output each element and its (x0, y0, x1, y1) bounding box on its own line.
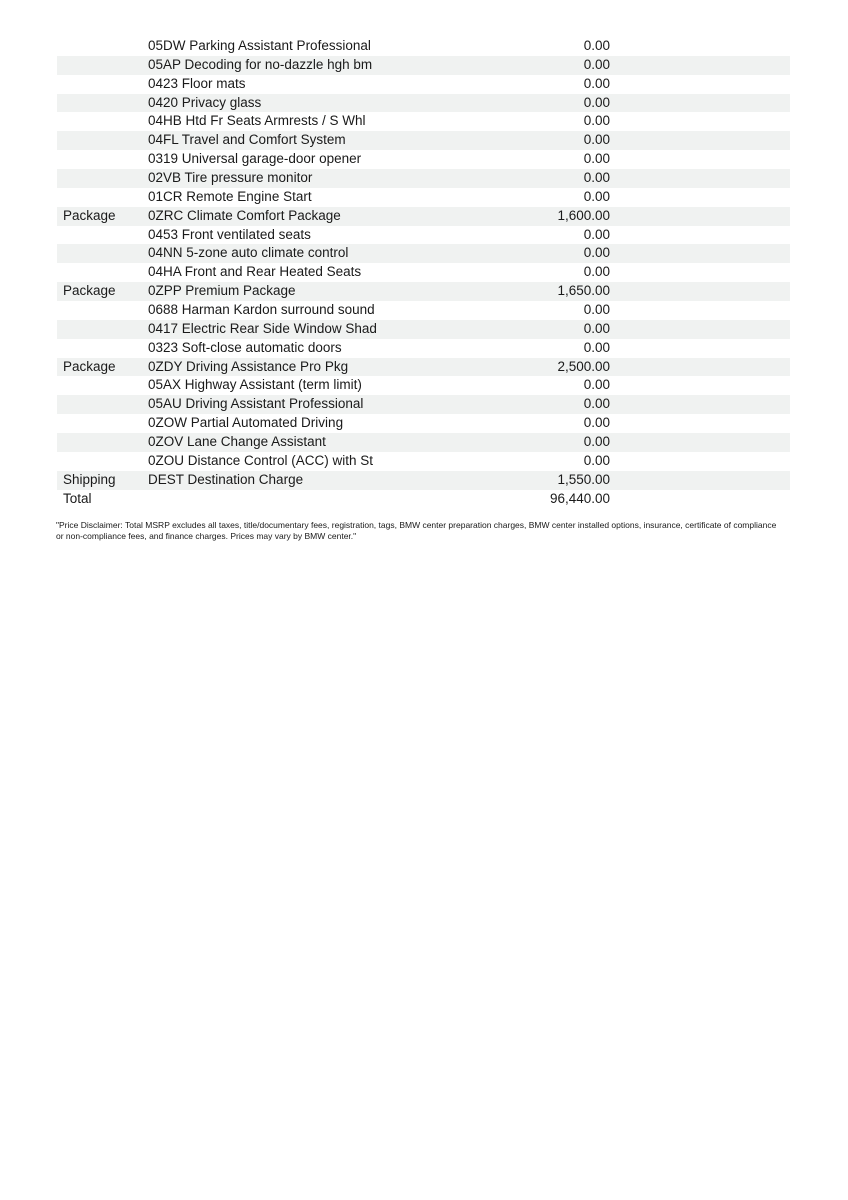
row-price: 0.00 (583, 151, 610, 167)
row-description: 0ZDY Driving Assistance Pro Pkg (148, 358, 349, 374)
row-description: 0ZOV Lane Change Assistant (148, 434, 326, 450)
table-row (57, 131, 790, 150)
table-row (57, 150, 790, 169)
row-type-label (57, 37, 148, 56)
table-row (57, 263, 790, 282)
row-type-label: Package (63, 358, 116, 374)
row-description: 0417 Electric Rear Side Window Shad (148, 320, 377, 336)
table-row (57, 452, 790, 471)
row-type-label (57, 301, 148, 320)
row-type-label: Shipping (63, 471, 116, 487)
table-row (57, 358, 790, 377)
table-row (57, 395, 790, 414)
table-row (57, 188, 790, 207)
table-row (57, 339, 790, 358)
row-price: 0.00 (583, 113, 610, 129)
row-type-label (57, 433, 148, 452)
row-price: 0.00 (583, 56, 610, 72)
row-description: 0688 Harman Kardon surround sound (148, 302, 375, 318)
row-type-label (57, 169, 148, 188)
table-row (57, 56, 790, 75)
row-price: 2,500.00 (557, 358, 610, 374)
row-price: 0.00 (583, 377, 610, 393)
row-type-label (57, 188, 148, 207)
row-description: 0ZOU Distance Control (ACC) with St (148, 452, 374, 468)
row-description: 0453 Front ventilated seats (148, 226, 311, 242)
row-type-label (57, 150, 148, 169)
row-description: 04HA Front and Rear Heated Seats (148, 264, 362, 280)
row-type-label: Package (63, 207, 116, 223)
row-description: 05DW Parking Assistant Professional (148, 38, 371, 53)
row-type-label (57, 263, 148, 282)
row-type-label (57, 75, 148, 94)
row-price: 0.00 (583, 302, 610, 318)
table-row (57, 94, 790, 113)
row-description: 0319 Universal garage-door opener (148, 151, 362, 167)
row-price: 0.00 (583, 245, 610, 261)
table-row (57, 320, 790, 339)
price-disclaimer-text: "Price Disclaimer: Total MSRP excludes all taxes, title/documentary fees, registration, tags, BMW center preparation charges, BMW center installed options, insurance, certificate of compliance or non-compliance fees, and finance charges. Prices may vary by BMW center." (56, 520, 777, 541)
row-description (148, 490, 430, 509)
row-type-label (57, 56, 148, 75)
row-price: 0.00 (583, 415, 610, 431)
row-price: 0.00 (583, 339, 610, 355)
table-row (57, 414, 790, 433)
total-price: 96,440.00 (549, 490, 610, 506)
row-description: 04FL Travel and Comfort System (148, 132, 346, 148)
table-row (57, 169, 790, 188)
row-type-label (57, 339, 148, 358)
row-price: 1,600.00 (557, 207, 610, 223)
row-description: 05AP Decoding for no-dazzle hgh bm (148, 56, 373, 72)
table-row (57, 244, 790, 263)
row-type-label (57, 131, 148, 150)
row-type-label (57, 452, 148, 471)
row-price: 0.00 (583, 320, 610, 336)
row-price: 0.00 (583, 94, 610, 110)
row-price: 0.00 (583, 452, 610, 468)
row-description: 0323 Soft-close automatic doors (148, 339, 342, 355)
table-row (57, 112, 790, 131)
row-type-label: Total (63, 490, 92, 506)
row-price: 0.00 (583, 38, 610, 53)
row-description: 0ZPP Premium Package (148, 283, 296, 299)
row-price: 0.00 (583, 264, 610, 280)
table-row (57, 207, 790, 226)
row-description: 0423 Floor mats (148, 75, 246, 91)
row-description: 01CR Remote Engine Start (148, 188, 312, 204)
vehicle-options-table (57, 37, 790, 508)
table-row (57, 301, 790, 320)
table-row (57, 433, 790, 452)
row-description: 02VB Tire pressure monitor (148, 170, 313, 186)
row-price: 0.00 (583, 396, 610, 412)
row-description: 04HB Htd Fr Seats Armrests / S Whl (148, 113, 366, 129)
row-price: 0.00 (583, 75, 610, 91)
row-price: 0.00 (583, 132, 610, 148)
table-row-total (57, 490, 790, 509)
row-type-label (57, 94, 148, 113)
row-price: 0.00 (583, 226, 610, 242)
row-price: 0.00 (583, 434, 610, 450)
row-type-label (57, 395, 148, 414)
row-description: DEST Destination Charge (148, 471, 304, 487)
row-type-label: Package (63, 283, 116, 299)
row-description: 0ZOW Partial Automated Driving (148, 415, 344, 431)
table-row (57, 226, 790, 245)
table-row-shipping (57, 471, 790, 490)
table-row (57, 282, 790, 301)
row-description: 0420 Privacy glass (148, 94, 262, 110)
row-type-label (57, 320, 148, 339)
row-description: 05AU Driving Assistant Professional (148, 396, 364, 412)
row-price: 0.00 (583, 170, 610, 186)
row-description: 05AX Highway Assistant (term limit) (148, 377, 362, 393)
row-description: 04NN 5-zone auto climate control (148, 245, 349, 261)
row-price: 0.00 (583, 188, 610, 204)
row-price: 1,650.00 (557, 283, 610, 299)
row-type-label (57, 376, 148, 395)
row-type-label (57, 414, 148, 433)
row-price: 1,550.00 (557, 471, 610, 487)
row-type-label (57, 226, 148, 245)
row-type-label (57, 244, 148, 263)
row-type-label (57, 112, 148, 131)
row-description: 0ZRC Climate Comfort Package (148, 207, 341, 223)
table-row (57, 376, 790, 395)
table-row (57, 75, 790, 94)
table-row (57, 37, 790, 56)
